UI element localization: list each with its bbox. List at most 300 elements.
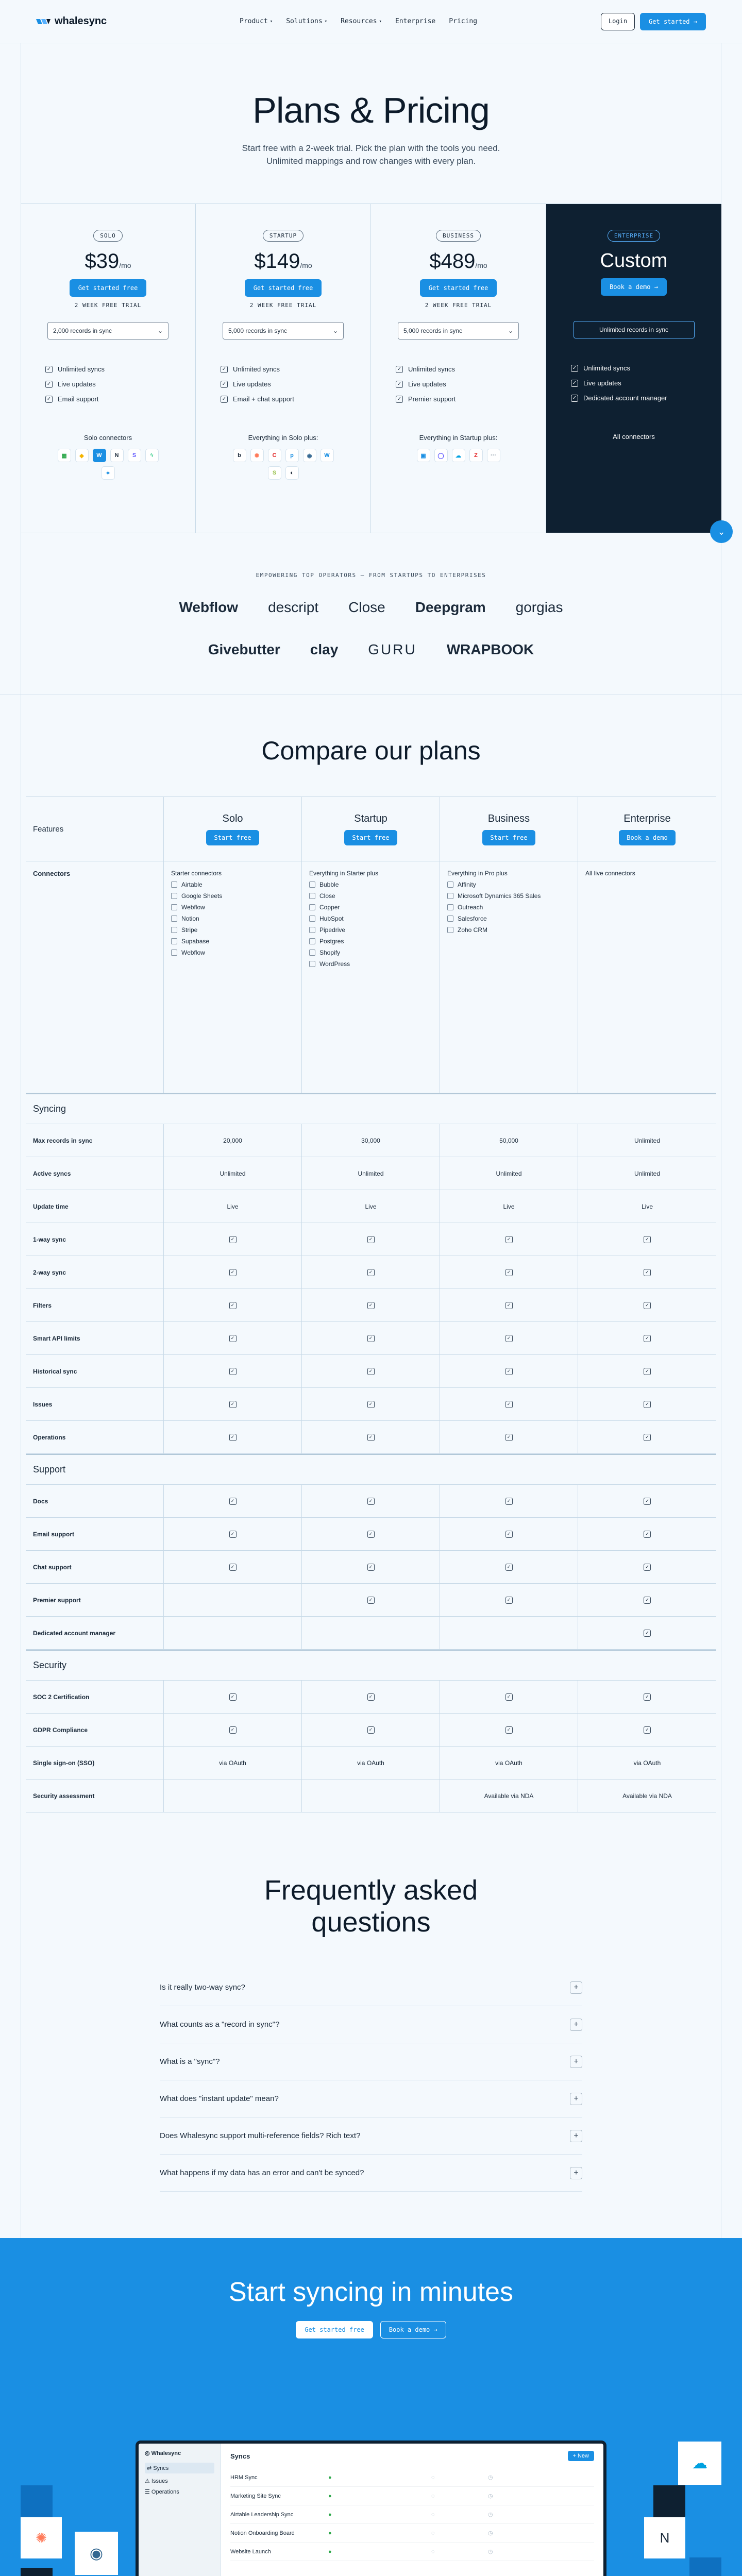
row-label-cell <box>26 1124 164 1157</box>
connector-icons <box>52 449 165 480</box>
app-sync-row <box>230 2543 594 2561</box>
table-cell <box>302 1518 440 1550</box>
decor-tile <box>653 2485 685 2517</box>
table-row <box>26 1322 716 1355</box>
check-icon: ✓ <box>367 1434 375 1441</box>
postgres-icon: ◉ <box>303 449 316 462</box>
book-demo-button[interactable]: Book a demo → <box>601 278 667 296</box>
connector-checkbox-icon <box>309 916 315 922</box>
connector-checkbox-icon <box>309 961 315 967</box>
nav-product[interactable]: Product ▾ <box>240 18 273 25</box>
feature-text: Unlimited syncs <box>583 364 631 372</box>
table-row <box>26 1157 716 1190</box>
table-cell <box>302 1355 440 1387</box>
table-row <box>26 1289 716 1322</box>
row-label-cell <box>26 1584 164 1616</box>
connector-checkbox-icon <box>171 916 177 922</box>
pricing-grid <box>21 204 721 533</box>
dynamics-icon: ▣ <box>417 449 430 462</box>
feature-text: Unlimited syncs <box>58 365 105 374</box>
faq-item[interactable] <box>160 2006 582 2043</box>
table-cell <box>440 1780 578 1812</box>
cell-value: 30,000 <box>361 1137 380 1144</box>
connector-group-title: Starter connectors <box>171 870 222 877</box>
plus-icon: + <box>570 2093 582 2105</box>
row-label: Docs <box>33 1497 48 1505</box>
outreach-icon: ◯ <box>434 449 448 462</box>
chevron-down-icon: ▾ <box>379 19 382 24</box>
plan-tag: BUSINESS <box>436 230 481 242</box>
table-cell <box>440 1617 578 1649</box>
check-icon: ✓ <box>505 1434 513 1441</box>
connector-item <box>309 938 344 945</box>
feature-text: Dedicated account manager <box>583 394 667 402</box>
row-label: Single sign-on (SSO) <box>33 1759 95 1767</box>
connector-checkbox-icon <box>171 927 177 933</box>
trial-text <box>559 301 709 308</box>
cell-value: via OAuth <box>357 1759 384 1767</box>
connector-cell <box>302 861 440 1093</box>
supabase-icon: ϟ <box>145 449 159 462</box>
connectors-label: Everything in Solo plus: <box>248 434 318 442</box>
cta-get-started-button[interactable]: Get started free <box>296 2321 373 2338</box>
app-sync-name: Marketing Site Sync <box>230 2493 281 2499</box>
table-cell <box>578 1584 716 1616</box>
row-label: Premier support <box>33 1596 81 1604</box>
row-label-cell <box>26 1518 164 1550</box>
app-nav-operations: ☰ Operations <box>145 2489 179 2496</box>
chevron-down-icon: ⌄ <box>508 327 513 335</box>
table-cell <box>578 1124 716 1157</box>
cell-value: Available via NDA <box>622 1792 672 1800</box>
table-cell <box>578 1551 716 1583</box>
connector-group-title: All live connectors <box>585 870 635 877</box>
faq-item[interactable] <box>160 2155 582 2192</box>
table-row <box>26 1617 716 1650</box>
table-cell <box>578 1714 716 1746</box>
check-icon: ✓ <box>505 1564 513 1571</box>
check-icon: ✓ <box>367 1531 375 1538</box>
check-icon: ✓ <box>571 365 578 372</box>
check-icon: ✓ <box>367 1564 375 1571</box>
connector-name: Salesforce <box>458 915 487 923</box>
table-cell <box>578 1617 716 1649</box>
cell-value: via OAuth <box>633 1759 661 1767</box>
check-icon: ✓ <box>644 1434 651 1441</box>
connector-group-title: Everything in Starter plus <box>309 870 379 877</box>
connector-item <box>309 949 340 956</box>
row-label: Filters <box>33 1301 52 1309</box>
connector-name: Supabase <box>181 938 210 945</box>
table-row <box>26 1124 716 1157</box>
table-cell <box>164 1584 302 1616</box>
table-cell <box>440 1485 578 1517</box>
connectors-label: Solo connectors <box>83 434 132 442</box>
connectors-label: All connectors <box>613 433 655 441</box>
row-label-cell <box>26 1421 164 1453</box>
table-cell <box>302 1421 440 1453</box>
records-select[interactable]: 5,000 records in sync ⌄ <box>398 322 519 340</box>
cell-value: Available via NDA <box>484 1792 534 1800</box>
table-cell <box>440 1388 578 1420</box>
row-label: Security assessment <box>33 1792 95 1800</box>
connector-item <box>171 904 205 911</box>
start-free-button[interactable]: Start free <box>206 830 259 845</box>
check-icon: ✓ <box>229 1302 237 1309</box>
faq-item[interactable] <box>160 2043 582 2080</box>
check-icon: ✓ <box>367 1269 375 1276</box>
check-icon: ✓ <box>505 1401 513 1408</box>
app-sync-issues-icon: ◌ <box>431 2511 435 2518</box>
plan-tag: ENTERPRISE <box>608 230 660 242</box>
plan-startup <box>196 204 371 533</box>
connector-name: Pipedrive <box>319 926 346 934</box>
records-select[interactable]: 5,000 records in sync ⌄ <box>223 322 344 340</box>
connector-name: Webflow <box>181 904 205 911</box>
check-icon: ✓ <box>367 1236 375 1243</box>
table-cell <box>440 1714 578 1746</box>
check-icon: ✓ <box>644 1302 651 1309</box>
book-demo-button[interactable]: Book a demo <box>619 830 675 845</box>
table-cell <box>578 1485 716 1517</box>
table-cell <box>440 1747 578 1779</box>
connector-name: Outreach <box>458 904 483 911</box>
hero-section <box>0 43 742 204</box>
compare-section <box>0 694 742 1812</box>
app-sync-time-icon: ◷ <box>488 2512 493 2518</box>
faq-question: Does Whalesync support multi-reference fields? Rich text? <box>160 2131 361 2141</box>
row-label: Max records in sync <box>33 1137 93 1144</box>
logo-clay: clay <box>310 641 339 658</box>
cell-value: Unlimited <box>634 1170 660 1177</box>
connector-checkbox-icon <box>447 882 453 888</box>
table-row <box>26 1714 716 1747</box>
plan-name: Solo <box>222 812 243 824</box>
records-select: Unlimited records in sync <box>574 321 695 338</box>
get-started-button[interactable]: Get started → <box>640 13 706 30</box>
feature-text: Live updates <box>583 379 621 387</box>
feature-text: Premier support <box>408 395 456 403</box>
connector-item <box>171 892 222 900</box>
check-icon: ✓ <box>367 1726 375 1734</box>
connector-checkbox-icon <box>309 927 315 933</box>
faq-item[interactable] <box>160 1969 582 2006</box>
feature-text: Live updates <box>233 380 271 388</box>
plus-icon: + <box>570 2019 582 2031</box>
plus-icon: + <box>570 1981 582 1994</box>
check-icon: ✓ <box>571 380 578 387</box>
connector-checkbox-icon <box>309 893 315 899</box>
cell-value: via OAuth <box>495 1759 522 1767</box>
connector-checkbox-icon <box>171 904 177 910</box>
row-label: Active syncs <box>33 1170 71 1177</box>
row-label: Chat support <box>33 1563 72 1571</box>
connector-checkbox-icon <box>171 938 177 944</box>
app-sync-time-icon: ◷ <box>488 2549 493 2555</box>
start-free-button[interactable]: Start free <box>344 830 397 845</box>
stripe-icon: S <box>128 449 141 462</box>
start-free-button[interactable]: Start free <box>482 830 535 845</box>
faq-question: What happens if my data has an error and can't be synced? <box>160 2168 364 2178</box>
faq-question: Is it really two-way sync? <box>160 1983 245 1992</box>
app-sync-name: HRM Sync <box>230 2474 258 2481</box>
zoho-icon: Z <box>469 449 483 462</box>
row-label-cell <box>26 1190 164 1223</box>
cell-value: Unlimited <box>496 1170 522 1177</box>
connector-item <box>309 960 350 968</box>
plan-business <box>371 204 546 533</box>
bubble-icon: b <box>233 449 246 462</box>
check-icon: ✓ <box>229 1236 237 1243</box>
table-cell <box>302 1681 440 1713</box>
app-main <box>221 2444 603 2576</box>
faq-list <box>160 1969 582 2192</box>
table-cell <box>578 1322 716 1354</box>
table-cell <box>440 1681 578 1713</box>
table-cell <box>164 1421 302 1453</box>
check-icon: ✓ <box>505 1498 513 1505</box>
table-header-row <box>26 797 716 861</box>
faq-item[interactable] <box>160 2080 582 2117</box>
features-label: Features <box>33 824 64 834</box>
cell-value: Live <box>365 1202 377 1210</box>
table-cell <box>302 1322 440 1354</box>
compare-table <box>26 796 716 1812</box>
logo-deepgram: Deepgram <box>415 599 486 616</box>
nav-enterprise[interactable]: Enterprise <box>395 18 436 25</box>
connector-item <box>309 892 335 900</box>
connector-checkbox-icon <box>309 938 315 944</box>
row-label-cell <box>26 1289 164 1321</box>
decor-tile <box>21 2485 53 2517</box>
app-sync-time-icon: ◷ <box>488 2493 493 2500</box>
check-icon: ✓ <box>367 1368 375 1375</box>
cell-value: Unlimited <box>358 1170 384 1177</box>
row-label: Update time <box>33 1202 69 1210</box>
table-row <box>26 1518 716 1551</box>
app-nav-syncs: ⇄ Syncs <box>145 2463 214 2473</box>
plan-cta-button[interactable]: Get started free <box>70 279 147 297</box>
connector-cell <box>440 861 578 1093</box>
app-sync-issues-icon: ◌ <box>431 2530 435 2536</box>
connector-name: Google Sheets <box>181 892 223 900</box>
connector-item <box>171 926 197 934</box>
table-cell <box>440 1289 578 1321</box>
table-row <box>26 1355 716 1388</box>
plus-icon: + <box>570 2167 582 2179</box>
connector-item <box>171 915 199 922</box>
check-icon: ✓ <box>229 1564 237 1571</box>
check-icon: ✓ <box>221 396 228 403</box>
check-icon: ✓ <box>644 1597 651 1604</box>
faq-question: What is a "sync"? <box>160 2057 220 2066</box>
table-cell <box>302 1617 440 1649</box>
connector-checkbox-icon <box>171 882 177 888</box>
check-icon: ✓ <box>229 1401 237 1408</box>
connector-name: Bubble <box>319 881 339 889</box>
plan-price: Custom <box>600 250 668 272</box>
connector-item <box>171 949 205 956</box>
connector-name: Microsoft Dynamics 365 Sales <box>458 892 541 900</box>
row-label: SOC 2 Certification <box>33 1693 90 1701</box>
section-security: Security <box>26 1650 716 1681</box>
plan-solo <box>21 204 196 533</box>
check-icon: ✓ <box>367 1401 375 1408</box>
app-sync-row <box>230 2505 594 2524</box>
more-icon: ··· <box>487 449 500 462</box>
close-crm-icon: ◐ <box>285 466 299 480</box>
section-syncing: Syncing <box>26 1093 716 1124</box>
connector-name: Close <box>319 892 335 900</box>
connector-checkbox-icon <box>171 950 177 956</box>
feature-text: Unlimited syncs <box>233 365 280 374</box>
hubspot-tile-icon: ✺ <box>21 2517 62 2558</box>
feature-text: Live updates <box>58 380 96 388</box>
row-label-cell <box>26 1223 164 1256</box>
salesforce-icon: ☁ <box>452 449 465 462</box>
google-sheets-icon: ▦ <box>58 449 71 462</box>
plus-icon: + <box>570 2056 582 2068</box>
whale-logo-icon <box>36 17 50 26</box>
cta-title: Start syncing in minutes <box>228 2277 514 2308</box>
table-cell <box>440 1223 578 1256</box>
check-icon: ✓ <box>367 1498 375 1505</box>
cell-value: Unlimited <box>220 1170 246 1177</box>
row-label: Issues <box>33 1400 53 1408</box>
table-cell <box>578 1518 716 1550</box>
connector-name: Zoho CRM <box>458 926 488 934</box>
brand-name: whalesync <box>55 15 107 27</box>
plan-name: Business <box>487 812 530 824</box>
check-icon: ✓ <box>367 1335 375 1342</box>
connector-checkbox-icon <box>171 893 177 899</box>
arrow-right-icon: → <box>693 18 697 25</box>
check-icon: ✓ <box>644 1368 651 1375</box>
trial-text: 2 WEEK FREE TRIAL <box>249 302 317 309</box>
brand-logo[interactable] <box>36 15 107 27</box>
faq-item[interactable] <box>160 2117 582 2155</box>
plan-price: $489/mo <box>429 250 487 273</box>
table-cell <box>440 1518 578 1550</box>
row-label-cell <box>26 1747 164 1779</box>
feature-text: Unlimited syncs <box>408 365 456 374</box>
check-icon: ✓ <box>644 1498 651 1505</box>
row-label-cell <box>26 1157 164 1190</box>
check-icon: ✓ <box>505 1368 513 1375</box>
wordpress-icon: W <box>321 449 334 462</box>
nav-resources[interactable]: Resources ▾ <box>341 18 382 25</box>
check-icon: ✓ <box>505 1693 513 1701</box>
login-button[interactable]: Login <box>601 13 635 30</box>
chevron-down-icon: ▾ <box>269 19 273 24</box>
table-cell <box>578 1780 716 1812</box>
records-select[interactable]: 2,000 records in sync ⌄ <box>47 322 168 340</box>
cell-value: via OAuth <box>219 1759 246 1767</box>
page-title: Plans & Pricing <box>252 90 490 130</box>
nav-pricing[interactable]: Pricing <box>449 18 478 25</box>
table-cell <box>302 1780 440 1812</box>
check-icon: ✓ <box>644 1269 651 1276</box>
plan-cta-button[interactable]: Get started free <box>245 279 322 297</box>
table-cell <box>164 1388 302 1420</box>
connector-name: Notion <box>181 915 199 923</box>
nav-links <box>240 18 477 25</box>
check-icon: ✓ <box>505 1531 513 1538</box>
notion-tile-icon: N <box>644 2517 685 2558</box>
table-cell <box>440 1551 578 1583</box>
app-title: Syncs <box>230 2452 250 2460</box>
connector-checkbox-icon <box>447 893 453 899</box>
plan-tag: SOLO <box>93 230 123 242</box>
app-sync-name: Website Launch <box>230 2548 271 2555</box>
table-cell <box>578 1157 716 1190</box>
plan-name: Enterprise <box>623 812 671 824</box>
check-icon: ✓ <box>571 395 578 402</box>
check-icon: ✓ <box>505 1597 513 1604</box>
check-icon: ✓ <box>644 1693 651 1701</box>
connector-item <box>171 938 209 945</box>
plan-name: Startup <box>354 812 387 824</box>
table-cell <box>164 1223 302 1256</box>
cta-book-demo-button[interactable]: Book a demo → <box>380 2321 446 2338</box>
nav-solutions[interactable]: Solutions ▾ <box>286 18 328 25</box>
table-cell <box>302 1223 440 1256</box>
row-label-cell <box>26 1388 164 1420</box>
row-label: Operations <box>33 1433 66 1441</box>
table-cell <box>440 1322 578 1354</box>
table-cell <box>440 1421 578 1453</box>
check-icon: ✓ <box>505 1236 513 1243</box>
check-icon: ✓ <box>505 1269 513 1276</box>
table-cell <box>302 1388 440 1420</box>
connector-item <box>447 881 476 888</box>
table-row <box>26 1780 716 1812</box>
app-sync-row <box>230 2524 594 2543</box>
connector-cell <box>578 861 716 1093</box>
logos-caption: EMPOWERING TOP OPERATORS — FROM STARTUPS TO ENTERPRISES <box>256 572 486 579</box>
cell-value: Unlimited <box>634 1137 660 1144</box>
table-cell <box>302 1256 440 1289</box>
connector-item <box>447 892 541 900</box>
row-label: GDPR Compliance <box>33 1726 88 1734</box>
connector-checkbox-icon <box>309 950 315 956</box>
table-cell <box>164 1190 302 1223</box>
row-label: 2-way sync <box>33 1268 66 1276</box>
app-new-sync-button: + New <box>568 2451 595 2461</box>
table-cell <box>578 1681 716 1713</box>
connector-name: Airtable <box>181 881 203 889</box>
plan-cta-button[interactable]: Get started free <box>420 279 497 297</box>
connector-item <box>447 926 487 934</box>
table-cell <box>302 1714 440 1746</box>
chat-launcher-button[interactable] <box>710 520 733 543</box>
table-cell <box>302 1190 440 1223</box>
row-label-cell <box>26 1355 164 1387</box>
plan-enterprise <box>546 204 721 533</box>
app-sync-issues-icon: ◌ <box>431 2493 435 2499</box>
logo-webflow: Webflow <box>179 599 239 616</box>
table-cell <box>302 1289 440 1321</box>
app-nav-issues: ⚠ Issues <box>145 2478 168 2485</box>
check-icon: ✓ <box>644 1335 651 1342</box>
table-cell <box>578 1289 716 1321</box>
table-row <box>26 1681 716 1714</box>
check-icon: ✓ <box>45 396 53 403</box>
plus-icon: + <box>570 2130 582 2142</box>
table-cell <box>578 1223 716 1256</box>
check-icon: ✓ <box>367 1302 375 1309</box>
check-icon: ✓ <box>644 1531 651 1538</box>
